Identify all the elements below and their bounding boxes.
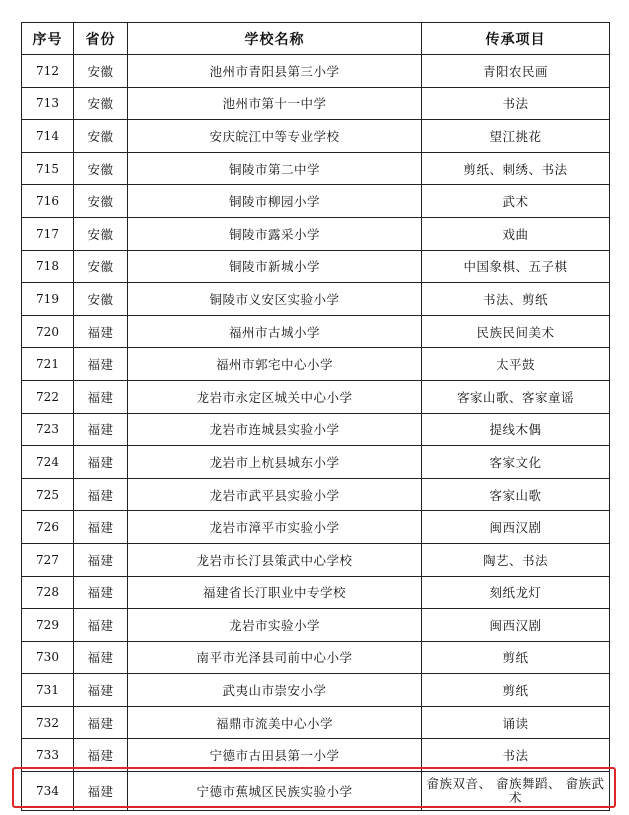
- cell-index: 733: [22, 739, 74, 772]
- cell-province: 福建: [74, 576, 128, 609]
- document-page: [21, 22, 609, 811]
- cell-province: 福建: [74, 543, 128, 576]
- header-heritage-project: 传承项目: [422, 23, 610, 55]
- table-row: [22, 348, 610, 381]
- table-row: [22, 543, 610, 576]
- cell-school-name: 池州市青阳县第三小学: [128, 55, 422, 88]
- cell-heritage-project: 剪纸: [422, 641, 610, 674]
- cell-school-name: 龙岩市长汀县策武中心学校: [128, 543, 422, 576]
- cell-index: 714: [22, 120, 74, 153]
- cell-index: 734: [22, 772, 74, 811]
- cell-school-name: 铜陵市露采小学: [128, 217, 422, 250]
- table-row: [22, 739, 610, 772]
- cell-index: 732: [22, 706, 74, 739]
- cell-heritage-project: 客家山歌、客家童谣: [422, 380, 610, 413]
- cell-index: 729: [22, 609, 74, 642]
- header-row: [22, 23, 610, 55]
- cell-province: 福建: [74, 348, 128, 381]
- cell-index: 726: [22, 511, 74, 544]
- cell-school-name: 安庆皖江中等专业学校: [128, 120, 422, 153]
- cell-province: 福建: [74, 706, 128, 739]
- cell-province: 安徽: [74, 250, 128, 283]
- cell-province: 安徽: [74, 283, 128, 316]
- cell-province: 福建: [74, 413, 128, 446]
- cell-heritage-project: 畲族双音、 畲族舞蹈、 畲族武术: [422, 772, 610, 811]
- cell-heritage-project: 刻纸龙灯: [422, 576, 610, 609]
- cell-school-name: 龙岩市漳平市实验小学: [128, 511, 422, 544]
- cell-province: 福建: [74, 478, 128, 511]
- table-row: [22, 576, 610, 609]
- cell-index: 723: [22, 413, 74, 446]
- cell-province: 福建: [74, 641, 128, 674]
- cell-heritage-project: 闽西汉剧: [422, 511, 610, 544]
- cell-index: 717: [22, 217, 74, 250]
- cell-school-name: 龙岩市上杭县城东小学: [128, 446, 422, 479]
- cell-index: 713: [22, 87, 74, 120]
- cell-heritage-project: 闽西汉剧: [422, 609, 610, 642]
- cell-province: 安徽: [74, 120, 128, 153]
- cell-index: 721: [22, 348, 74, 381]
- table-row: [22, 380, 610, 413]
- table-row: [22, 641, 610, 674]
- table-row: [22, 87, 610, 120]
- header-province: 省份: [74, 23, 128, 55]
- cell-index: 715: [22, 152, 74, 185]
- cell-index: 725: [22, 478, 74, 511]
- cell-index: 728: [22, 576, 74, 609]
- cell-province: 安徽: [74, 87, 128, 120]
- table-row: [22, 706, 610, 739]
- cell-province: 福建: [74, 674, 128, 707]
- cell-heritage-project: 剪纸: [422, 674, 610, 707]
- cell-heritage-project: 诵读: [422, 706, 610, 739]
- cell-province: 福建: [74, 609, 128, 642]
- cell-index: 720: [22, 315, 74, 348]
- cell-province: 福建: [74, 380, 128, 413]
- cell-index: 716: [22, 185, 74, 218]
- cell-heritage-project: 太平鼓: [422, 348, 610, 381]
- table-row: [22, 217, 610, 250]
- header-index: 序号: [22, 23, 74, 55]
- cell-province: 福建: [74, 446, 128, 479]
- cell-school-name: 铜陵市柳园小学: [128, 185, 422, 218]
- cell-index: 718: [22, 250, 74, 283]
- cell-school-name: 龙岩市实验小学: [128, 609, 422, 642]
- table-row: [22, 315, 610, 348]
- cell-heritage-project: 陶艺、书法: [422, 543, 610, 576]
- cell-school-name: 龙岩市连城县实验小学: [128, 413, 422, 446]
- cell-index: 719: [22, 283, 74, 316]
- cell-province: 福建: [74, 511, 128, 544]
- cell-heritage-project: 提线木偶: [422, 413, 610, 446]
- cell-heritage-project: 剪纸、刺绣、书法: [422, 152, 610, 185]
- cell-school-name: 福州市古城小学: [128, 315, 422, 348]
- cell-province: 安徽: [74, 185, 128, 218]
- cell-heritage-project: 客家文化: [422, 446, 610, 479]
- cell-heritage-project: 戏曲: [422, 217, 610, 250]
- table-row: [22, 120, 610, 153]
- cell-school-name: 宁德市古田县第一小学: [128, 739, 422, 772]
- cell-school-name: 福州市郭宅中心小学: [128, 348, 422, 381]
- cell-index: 731: [22, 674, 74, 707]
- table-row: [22, 511, 610, 544]
- header-school-name: 学校名称: [128, 23, 422, 55]
- table-row: [22, 609, 610, 642]
- cell-province: 福建: [74, 739, 128, 772]
- cell-province: 福建: [74, 315, 128, 348]
- cell-school-name: 福鼎市流美中心小学: [128, 706, 422, 739]
- cell-heritage-project: 书法: [422, 739, 610, 772]
- table-row: [22, 478, 610, 511]
- cell-school-name: 福建省长汀职业中专学校: [128, 576, 422, 609]
- cell-school-name: 池州市第十一中学: [128, 87, 422, 120]
- table-row: [22, 772, 610, 811]
- cell-index: 724: [22, 446, 74, 479]
- cell-province: 福建: [74, 772, 128, 811]
- table-row: [22, 152, 610, 185]
- cell-school-name: 南平市光泽县司前中心小学: [128, 641, 422, 674]
- table-row: [22, 446, 610, 479]
- cell-heritage-project: 书法: [422, 87, 610, 120]
- cell-school-name: 宁德市蕉城区民族实验小学: [128, 772, 422, 811]
- table-row: [22, 413, 610, 446]
- schools-table: [21, 22, 610, 811]
- cell-heritage-project: 武术: [422, 185, 610, 218]
- cell-school-name: 铜陵市义安区实验小学: [128, 283, 422, 316]
- table-row: [22, 283, 610, 316]
- cell-province: 安徽: [74, 217, 128, 250]
- cell-school-name: 铜陵市新城小学: [128, 250, 422, 283]
- cell-index: 727: [22, 543, 74, 576]
- table-row: [22, 55, 610, 88]
- cell-index: 712: [22, 55, 74, 88]
- cell-school-name: 铜陵市第二中学: [128, 152, 422, 185]
- cell-index: 722: [22, 380, 74, 413]
- cell-heritage-project: 青阳农民画: [422, 55, 610, 88]
- cell-heritage-project: 中国象棋、五子棋: [422, 250, 610, 283]
- cell-school-name: 龙岩市永定区城关中心小学: [128, 380, 422, 413]
- table-row: [22, 674, 610, 707]
- cell-school-name: 龙岩市武平县实验小学: [128, 478, 422, 511]
- table-row: [22, 250, 610, 283]
- table-row: [22, 185, 610, 218]
- cell-heritage-project: 客家山歌: [422, 478, 610, 511]
- cell-province: 安徽: [74, 55, 128, 88]
- cell-heritage-project: 望江挑花: [422, 120, 610, 153]
- table-body: [22, 55, 610, 811]
- cell-heritage-project: 书法、剪纸: [422, 283, 610, 316]
- cell-heritage-project: 民族民间美术: [422, 315, 610, 348]
- cell-school-name: 武夷山市崇安小学: [128, 674, 422, 707]
- cell-province: 安徽: [74, 152, 128, 185]
- cell-index: 730: [22, 641, 74, 674]
